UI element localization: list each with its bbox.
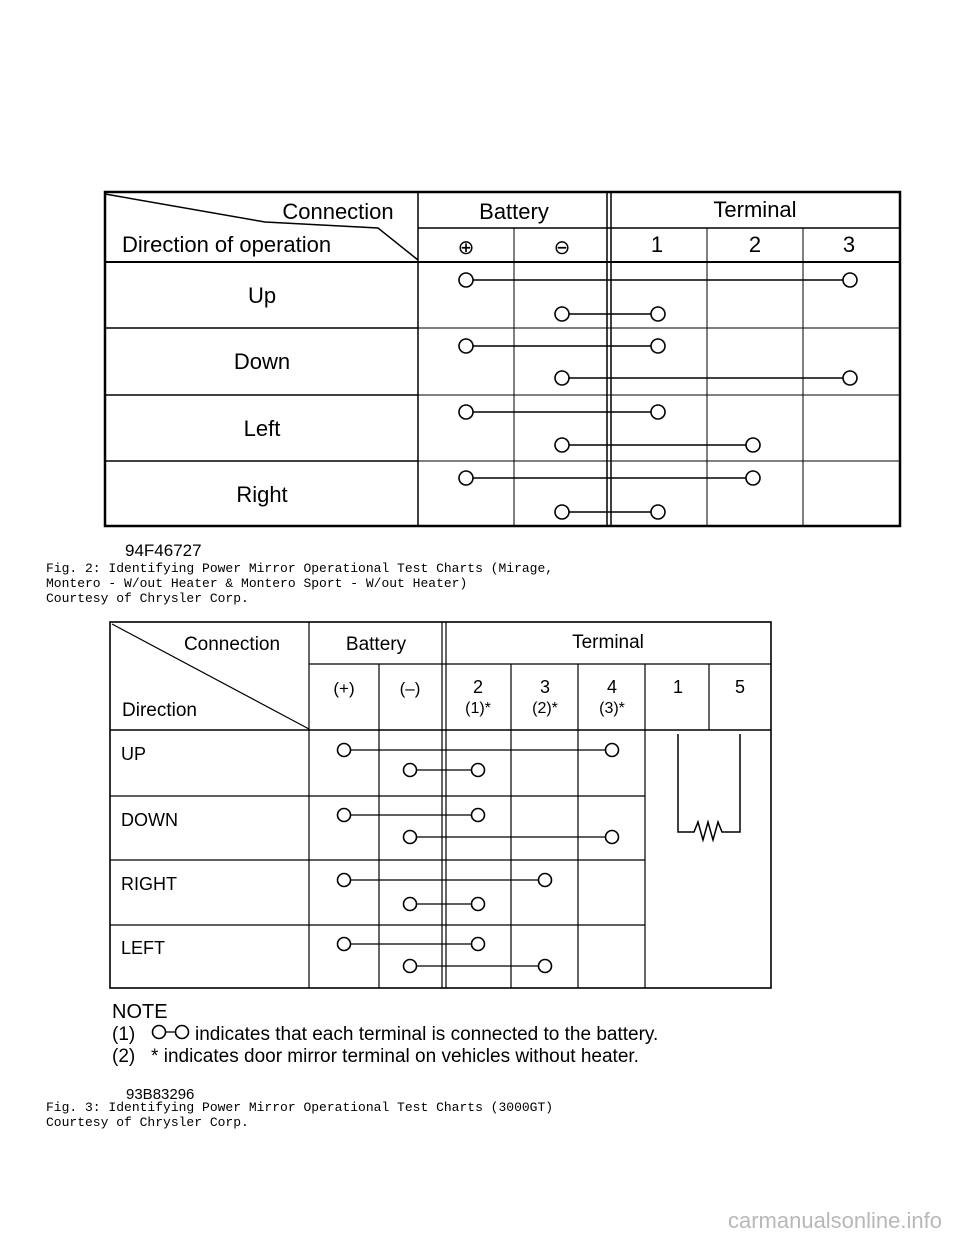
fig3-note: [112, 1001, 658, 1103]
fig3-row-up: UP: [121, 744, 147, 764]
fig3-col2-header: 2: [472, 677, 484, 697]
fig2-terminal-1-header: 1: [650, 232, 664, 257]
fig3-row-down: DOWN: [121, 810, 178, 830]
fig3-col3-sub: (2)*: [532, 700, 558, 717]
fig2-chart: [105, 192, 900, 560]
note2-text: (2) * indicates door mirror terminal on vehicles without heater.: [112, 1046, 639, 1067]
fig2-connection-label: Connection: [282, 199, 394, 224]
fig3-connections: [344, 750, 612, 966]
fig2-battery-header: Battery: [479, 199, 549, 224]
fig2-terminals: [459, 273, 857, 519]
heater-resistor-icon: [678, 734, 740, 840]
note-title: NOTE: [112, 1001, 168, 1023]
fig2-minus-header: ⊖: [553, 237, 571, 259]
fig2-caption-line2: Montero - W/out Heater & Montero Sport - W/out Heater): [46, 576, 468, 591]
fig2-caption-line1: Fig. 2: Identifying Power Mirror Operational Test Charts (Mirage,: [46, 561, 554, 576]
fig2-terminal-3-header: 3: [842, 232, 856, 257]
fig3-col4-sub: (3)*: [599, 700, 625, 717]
fig3-connection-label: Connection: [183, 634, 281, 655]
fig3-col4-header: 4: [606, 677, 618, 697]
fig3-col5-header: 5: [734, 677, 746, 697]
fig2-plus-header: ⊕: [457, 237, 475, 259]
fig3-courtesy: Courtesy of Chrysler Corp.: [46, 1115, 249, 1130]
note1-text: indicates that each terminal is connected to the battery.: [195, 1024, 659, 1045]
watermark: carmanualsonline.info: [727, 1208, 942, 1233]
fig3-terminals: [338, 744, 619, 973]
fig3-minus-header: (–): [399, 679, 421, 698]
fig3-battery-header: Battery: [345, 634, 407, 655]
fig3-col3-header: 3: [539, 677, 551, 697]
fig2-terminal-2-header: 2: [748, 232, 762, 257]
fig2-code: 94F46727: [125, 541, 202, 560]
fig3-direction-label: Direction: [122, 700, 197, 721]
fig2-row-down: Down: [233, 349, 291, 374]
fig3-terminal-header: Terminal: [572, 632, 644, 653]
fig2-terminal-header: Terminal: [713, 197, 797, 222]
note1-number: (1): [112, 1024, 136, 1045]
fig3-code: 93B83296: [126, 1086, 195, 1103]
fig3-col1-header: 1: [672, 677, 684, 697]
fig3-row-left: LEFT: [121, 938, 166, 958]
fig3-row-right: RIGHT: [121, 874, 177, 894]
fig3-frame: [110, 622, 771, 988]
fig2-row-left: Left: [243, 416, 281, 441]
fig2-direction-label: Direction of operation: [122, 232, 332, 257]
fig3-plus-header: (+): [333, 679, 355, 698]
fig2-courtesy: Courtesy of Chrysler Corp.: [46, 591, 249, 606]
fig3-col2-sub: (1)*: [465, 700, 491, 717]
fig2-row-right: Right: [236, 482, 288, 507]
fig3-caption-line1: Fig. 3: Identifying Power Mirror Operational Test Charts (3000GT): [46, 1100, 554, 1115]
fig3-chart: [110, 622, 771, 988]
connection-symbol-icon: [153, 1026, 189, 1039]
fig2-row-up: Up: [247, 283, 277, 308]
